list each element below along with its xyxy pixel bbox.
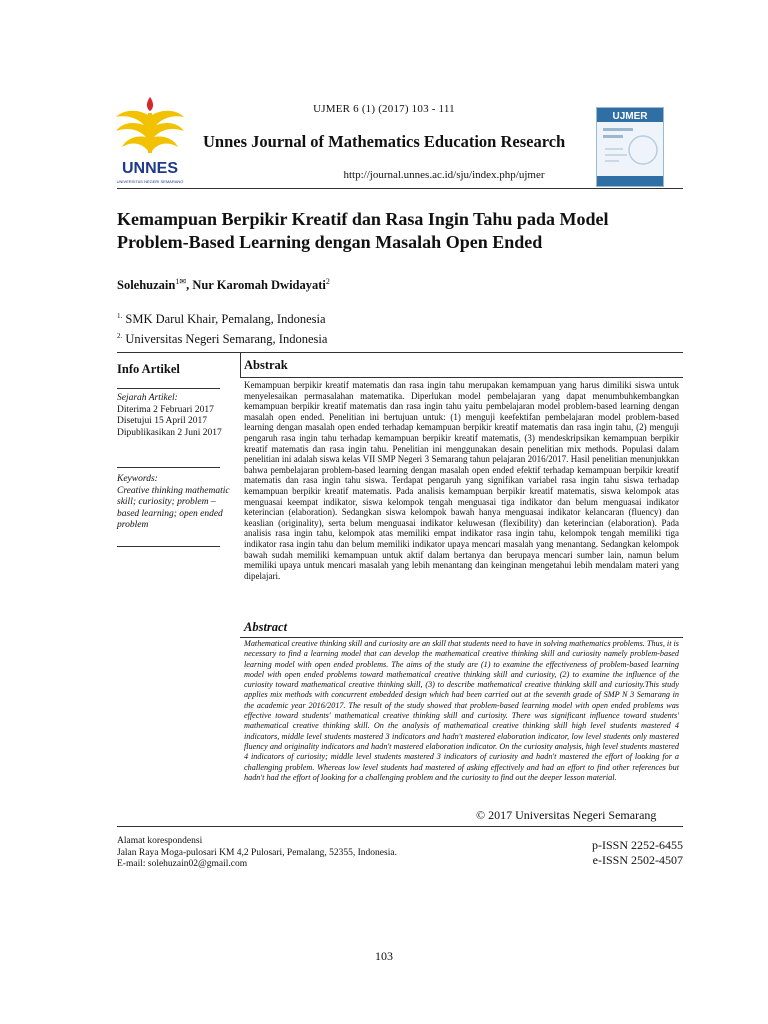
ujmer-logo-text: UJMER xyxy=(612,111,648,122)
journal-reference: UJMER 6 (1) (2017) 103 - 111 xyxy=(313,103,455,115)
unnes-logo-text: UNNES xyxy=(121,160,179,177)
ujmer-cover-thumbnail xyxy=(596,107,664,187)
correspondence-email[interactable]: E-mail: solehuzain02@gmail.com xyxy=(117,859,248,870)
author-affiliation-mark: 1✉ xyxy=(175,277,187,286)
column-divider xyxy=(240,353,241,378)
abstrak-body: Kemampuan berpikir kreatif matematis dan rasa ingin tahu merupakan kemampuan yang harus dimiliki siswa untuk menyelesaikan permasalahan matematika. Diperlukan model pembelajaran yang dapat menumbuhkembangkan kemampuan berpikir kreatif matematis dan rasa ingin tahu yaitu pembelajaran model problem-based learning dengan masalah open ended. Penelitian ini bertujuan untuk: (1) menguji keefektifan pembelajaran model problem-based learning dengan masalah open ended terhadap kemampuan berpikir kreatif matematis dan rasa ingin tahu, (2) menguji pengaruh rasa ingin tahu terhadap kemampuan berpikir kreatif matematis, (3) mendeskripsikan kemampuan berpikir kreatif matematis dan rasa ingin tahu. Penelitian ini menggunakan desain penelitian mix methods. Populasi dalam penelitian ini adalah siswa kelas VII SMP Negeri 3 Semarang tahun pelajaran 2016/2017. Hasil penelitian menunjukkan bahwa pembelajaran problem-based learning dengan masalah open ended efektif terhadap kemampuan berpikir kreatif matematis dan rasa ingin tahu siswa. Terdapat pengaruh yang signifikan variabel rasa ingin tahu siswa terhadap kemampuan berpikir kreatif matematis. Pada analisis kemampuan berpikir kreatif matematis, siswa kelompok atas menguasai keempat indikator, siswa kelompok tengah menguasai tiga indikator dan belum menguasai indikator keterincian (elaboration). Sedangkan siswa kelompok bawah hanya menguasai indikator kelancaran (fluency) dan keaslian (originality), serta belum menguasai indikator keluwesan (flexibility) dan keterincian (elaboration). Pada analisis rasa ingin tahu, kelompok atas memiliki empat indikator rasa ingin tahu, kelompok tengah memiliki tiga indikator rasa ingin tahu dan belum memiliki indikator upaya mencari masalah yang menantang. Sedangkan kelompok bawah sudah memiliki kemampuan untuk aktif dalam bertanya dan berupaya mencari sumber lain, namun belum memiliki upaya untuk mencari masalah yang lebih menantang dan keinginan mengetahui lebih mendalam materi yang dipelajari. xyxy=(244,380,679,581)
affiliation-text: SMK Darul Khair, Pemalang, Indonesia xyxy=(125,312,326,327)
history-label: Sejarah Artikel: xyxy=(117,393,178,403)
copyright-notice: © 2017 Universitas Negeri Semarang xyxy=(476,808,657,822)
correspondence-address: Jalan Raya Moga-pulosari KM 4,2 Pulosari, Pemalang, 52355, Indonesia. xyxy=(117,847,397,858)
received-date: Diterima 2 Februari 2017 xyxy=(117,404,214,415)
abstrak-rule xyxy=(240,377,683,378)
article-history xyxy=(117,393,232,439)
footer-rule xyxy=(117,826,683,827)
affiliation xyxy=(117,308,327,328)
author-list xyxy=(117,277,330,293)
issn-block xyxy=(560,838,683,868)
abstract-heading: Abstract xyxy=(244,620,288,634)
abstrak-heading: Abstrak xyxy=(244,358,288,372)
abstract-rule xyxy=(240,637,683,638)
page-number: 103 xyxy=(375,949,393,963)
section-rule xyxy=(117,352,683,353)
keywords-text: Creative thinking mathematic skill; curiosity; problem –based learning; open ended problem xyxy=(117,485,230,530)
sidebar-rule xyxy=(117,467,220,468)
affiliation-list xyxy=(117,308,327,348)
correspondence-block xyxy=(117,836,447,871)
correspondence-label: Alamat korespondensi xyxy=(117,836,203,846)
published-date: Dipublikasikan 2 Juni 2017 xyxy=(117,427,222,438)
header-rule xyxy=(117,188,683,189)
sidebar-rule xyxy=(117,546,220,547)
affiliation-mark: 2. xyxy=(117,332,123,341)
affiliation xyxy=(117,328,327,348)
keywords-block xyxy=(117,474,232,532)
unnes-logo-subtext: UNIVERSITAS NEGERI SEMARANG xyxy=(116,179,184,184)
info-artikel-heading: Info Artikel xyxy=(117,362,180,376)
author-name: Solehuzain xyxy=(117,278,176,293)
keywords-label: Keywords: xyxy=(117,474,158,484)
journal-url[interactable]: http://journal.unnes.ac.id/sju/index.php/ujmer xyxy=(343,169,545,181)
affiliation-text: Universitas Negeri Semarang, Indonesia xyxy=(125,332,328,347)
sidebar-rule xyxy=(117,388,220,389)
revised-date: Disetujui 15 April 2017 xyxy=(117,416,207,426)
journal-title: Unnes Journal of Mathematics Education Research xyxy=(203,132,566,151)
print-issn: p-ISSN 2252-6455 xyxy=(591,838,683,852)
abstract-body: Mathematical creative thinking skill and curiosity are an skill that students need to have in solving mathematics problems. Thus, it is necessary to find a learning model that can develop the mathematical creative thinking skill and curiosity namely problem-based learning model with open ended problems. The aims of the study are (1) to examine the effectiveness of problem-based learning model with open ended problems toward mathematical creative thinking skill and curiosity, (2) to examine the influence of the curiosity toward mathematical creative thinking skill, (3) to describe mathematical creative thinking skill and curiosity.This study applies mix methods with concurrent embedded design which had been carried out at the seventh grade of SMP N 3 Semarang in the academic year 2016/2017. The result of the study showed that problem-based learning model with open ended problems was effective toward students' mathematical creative thinking skill and curiosity. There was significant influence toward students' mathematical creative thinking skill. On the analysis of mathematical creative thinking skill high level students mastered 4 indicators, middle level students mastered 3 indicators and hadn't mastered elaboration indicator, low level students only mastered fluency and originality indicators and hadn't mastered elaboration indicator. On the curiosity analysis, high level students mastered 4 indicators of curiosity; middle level students mastered 3 indicators of curiosity and hadn't mastered the effort of looking for a challenging problem. Whereas low level students had mastered of asking effectively and had an effort to find other references but hadn't had the effort of looking for a challenging problem and the curiosity to find out the deeper lesson material. xyxy=(244,639,679,782)
author-affiliation-mark: 2 xyxy=(325,277,330,286)
author-separator: , xyxy=(186,278,193,293)
author-name: Nur Karomah Dwidayati xyxy=(192,278,326,293)
electronic-issn: e-ISSN 2502-4507 xyxy=(592,853,683,867)
paper-title: Kemampuan Berpikir Kreatif dan Rasa Ingin Tahu pada Model Problem-Based Learning dengan Masalah Open Ended xyxy=(117,209,609,252)
affiliation-mark: 1. xyxy=(117,312,123,320)
